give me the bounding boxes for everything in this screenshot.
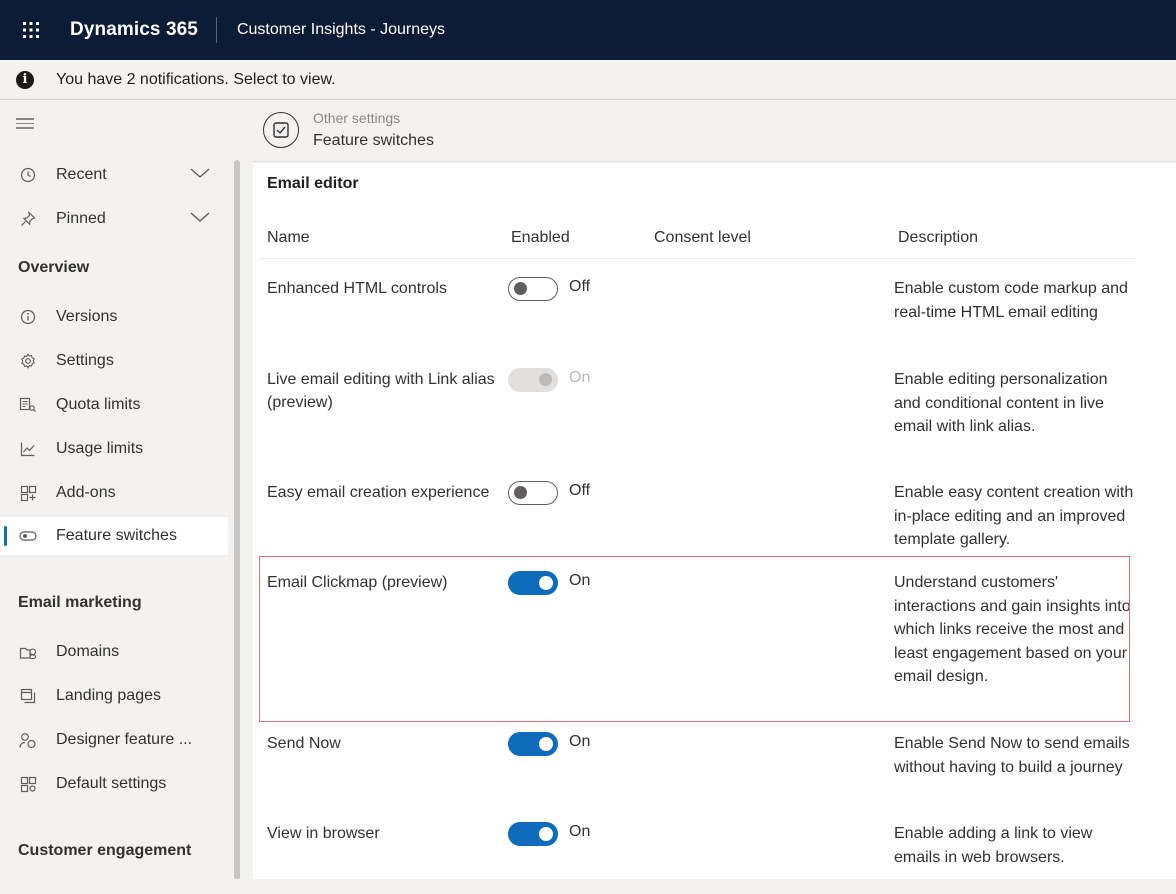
sidebar-item-designer-feature[interactable]: [0, 721, 228, 759]
toggle-state-label: On: [569, 572, 591, 589]
pin-icon: [18, 209, 38, 229]
pages-icon: [18, 686, 38, 706]
breadcrumb[interactable]: Other settings: [313, 110, 401, 126]
sidebar-item-domains[interactable]: [0, 633, 228, 671]
sidebar: [0, 100, 244, 894]
sidebar-item-settings[interactable]: [0, 342, 228, 380]
line-chart-icon: [18, 439, 38, 459]
sidebar-item-add-ons[interactable]: [0, 474, 228, 512]
chevron-down-icon[interactable]: [190, 166, 210, 184]
notification-text[interactable]: You have 2 notifications. Select to view.: [56, 70, 336, 88]
sidebar-item-label: Settings: [56, 352, 114, 369]
feature-description: Enable editing personalization and conditional content in live email with link alias.: [894, 371, 1108, 435]
chevron-down-icon[interactable]: [190, 210, 210, 228]
sidebar-item-versions[interactable]: [0, 298, 228, 336]
column-header-enabled: Enabled: [511, 229, 570, 246]
sidebar-item-label: Add-ons: [56, 484, 116, 501]
feature-toggle: [508, 368, 558, 392]
feature-toggle[interactable]: [508, 732, 558, 756]
sidebar-item-usage-limits[interactable]: [0, 430, 228, 468]
sidebar-item-quota-limits[interactable]: [0, 386, 228, 424]
toggle-state-label: On: [569, 823, 591, 840]
feature-description: Understand customers' interactions and gain insights into which links receive the most and least engagement based on your email design.: [894, 574, 1131, 685]
app-launcher-icon[interactable]: [0, 0, 62, 60]
feature-description: Enable custom code markup and real-time HTML email editing: [894, 280, 1128, 321]
toggle-state-label: Off: [569, 278, 591, 295]
feature-description: Enable adding a link to view emails in web browsers.: [894, 825, 1093, 866]
section-title-customer-engagement: Customer engagement: [18, 842, 192, 859]
feature-name: Send Now: [267, 735, 341, 752]
domain-icon: [18, 642, 38, 662]
feature-switch-panel: [253, 163, 1176, 879]
column-header-consent-level: Consent level: [654, 229, 751, 246]
info-circle-icon: [18, 307, 38, 327]
column-header-description: Description: [898, 229, 979, 246]
sidebar-item-label: Usage limits: [56, 440, 144, 457]
toggle-state-label: On: [569, 369, 591, 386]
sidebar-item-label: Recent: [56, 166, 107, 183]
sidebar-scrollbar[interactable]: [234, 160, 240, 880]
feature-name: Easy email creation experience: [267, 484, 490, 501]
settings-grid-icon: [18, 774, 38, 794]
page-header: [253, 100, 1176, 162]
feature-name: View in browser: [267, 825, 380, 842]
sidebar-item-pinned[interactable]: [0, 200, 228, 238]
sidebar-item-label: Landing pages: [56, 687, 161, 704]
feature-name: Enhanced HTML controls: [267, 280, 447, 297]
sidebar-item-label: Pinned: [56, 210, 106, 227]
hamburger-icon[interactable]: [16, 118, 34, 132]
gear-icon: [18, 351, 38, 371]
feature-description: Enable Send Now to send emails without having to build a journey: [894, 735, 1130, 776]
toggle-icon: [18, 526, 38, 546]
feature-toggle[interactable]: [508, 481, 558, 505]
grid-add-icon: [18, 483, 38, 503]
section-title: Email editor: [267, 175, 359, 192]
sidebar-item-recent[interactable]: [0, 156, 228, 194]
sidebar-item-label: Domains: [56, 643, 120, 660]
clock-icon: [18, 165, 38, 185]
sidebar-item-label: Default settings: [56, 775, 167, 792]
sidebar-item-label: Designer feature ...: [56, 731, 193, 748]
feature-toggle[interactable]: [508, 822, 558, 846]
bottom-strip: [0, 879, 1176, 894]
toggle-state-label: Off: [569, 482, 591, 499]
sidebar-item-label: Versions: [56, 308, 118, 325]
info-icon: i: [16, 71, 34, 89]
top-bar: [0, 0, 1176, 60]
sidebar-item-label: Feature switches: [56, 527, 177, 544]
feature-name: Email Clickmap (preview): [267, 574, 448, 591]
checkbox-circle-icon: [263, 112, 299, 148]
app-name[interactable]: Dynamics 365: [70, 19, 198, 40]
toggle-state-label: On: [569, 733, 591, 750]
notification-bar[interactable]: [0, 60, 1176, 100]
people-icon: [18, 730, 38, 750]
sidebar-item-default-settings[interactable]: [0, 765, 228, 803]
highlight-box: [259, 556, 1130, 722]
sidebar-item-feature-switches[interactable]: [0, 517, 228, 555]
quota-icon: [18, 395, 38, 415]
section-title-overview: Overview: [18, 259, 90, 276]
sidebar-item-landing-pages[interactable]: [0, 677, 228, 715]
sidebar-item-label: Quota limits: [56, 396, 141, 413]
section-title-email-marketing: Email marketing: [18, 594, 142, 611]
page-title: Feature switches: [313, 132, 434, 149]
column-header-name: Name: [267, 229, 310, 246]
feature-description: Enable easy content creation with in-place editing and an improved template gallery.: [894, 484, 1134, 548]
feature-name: Live email editing with Link alias (preview): [267, 371, 495, 411]
header-divider: [259, 258, 1135, 259]
module-name[interactable]: Customer Insights - Journeys: [236, 21, 446, 38]
feature-toggle[interactable]: [508, 277, 558, 301]
